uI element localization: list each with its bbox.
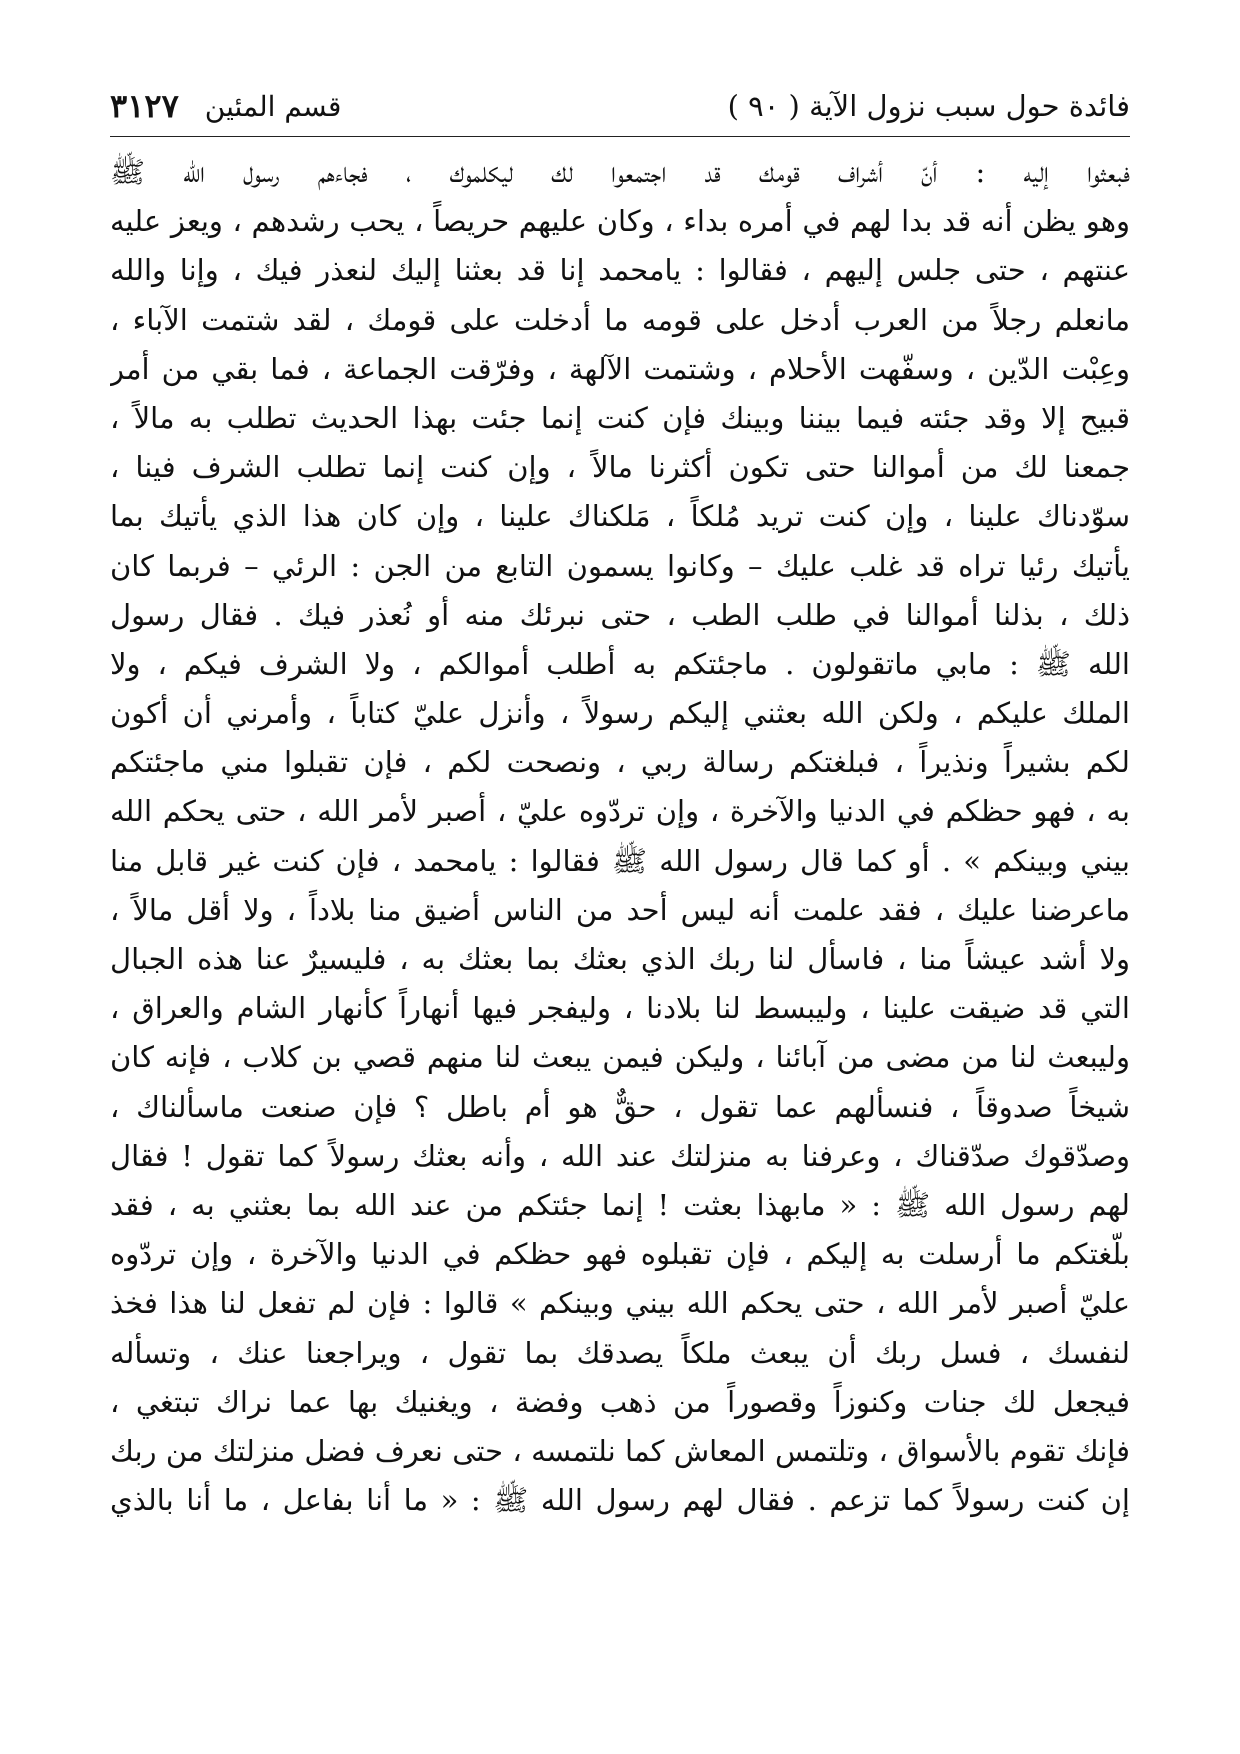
text-line: شيخاً صدوقاً ، فنسألهم عما تقول ، حقٌّ هو أم باطل ؟ فإن صنعت ماسألناك ، [110, 1089, 1130, 1124]
text-line: الله ﷺ : مابي ماتقولون . ماجئتكم به أطلب أموالكم ، ولا الشرف فيكم ، ولا [110, 646, 1130, 681]
header-left-group [110, 87, 341, 125]
text-line: لنفسك ، فسل ربك أن يبعث ملكاً يصدقك بما تقول ، ويراجعنا عنك ، وتسأله [110, 1335, 1130, 1370]
text-line: وهو يظن أنه قد بدا لهم في أمره بداء ، وكان عليهم حريصاً ، يحب رشدهم ، ويعز عليه [110, 204, 1130, 239]
body-text [110, 148, 1130, 1574]
text-line: بيني وبينكم » . أو كما قال رسول الله ﷺ فقالوا : يامحمد ، فإن كنت غير قابل منا [110, 843, 1130, 878]
text-line: الملك عليكم ، ولكن الله بعثني إليكم رسولاً ، وأنزل عليّ كتاباً ، وأمرني أن أكون [110, 696, 1130, 731]
text-line: عليّ أصبر لأمر الله ، حتى يحكم الله بيني وبينكم » قالوا : فإن لم تفعل لنا هذا فخذ [110, 1286, 1130, 1321]
text-line: فبعثوا إليه : أنّ أشراف قومك قد اجتمعوا لك ليكلموك ، فجاءهم رسول الله ﷺ [110, 155, 1130, 189]
text-line: التي قد ضيقت علينا ، وليبسط لنا بلادنا ، وليفجر فيها أنهاراً كأنهار الشام والعراق ، [110, 991, 1130, 1026]
text-line: إن كنت رسولاً كما تزعم . فقال لهم رسول الله ﷺ : « ما أنا بفاعل ، ما أنا بالذي [110, 1483, 1130, 1518]
text-line: فيجعل لك جنات وكنوزاً وقصوراً من ذهب وفضة ، ويغنيك بها عما نراك تبتغي ، [110, 1384, 1130, 1419]
text-line: وصدّقوك صدّقناك ، وعرفنا به منزلتك عند الله ، وأنه بعثك رسولاً كما تقول ! فقال [110, 1138, 1130, 1173]
text-line: فإنك تقوم بالأسواق ، وتلتمس المعاش كما نلتمسه ، حتى نعرف فضل منزلتك من ربك [110, 1433, 1130, 1468]
text-line: لهم رسول الله ﷺ : « مابهذا بعثت ! إنما جئتكم من عند الله بما بعثني به ، فقد [110, 1187, 1130, 1222]
text-line: مانعلم رجلاً من العرب أدخل على قومه ما أدخلت على قومك ، لقد شتمت الآباء ، [110, 302, 1130, 337]
text-line: به ، فهو حظكم في الدنيا والآخرة ، وإن تردّوه عليّ ، أصبر لأمر الله ، حتى يحكم الله [110, 794, 1130, 829]
page-header [110, 84, 1130, 128]
text-line: لكم بشيراً ونذيراً ، فبلغتكم رسالة ربي ، ونصحت لكم ، فإن تقبلوا مني ماجئتكم [110, 745, 1130, 780]
page-number: ٣١٢٧ [110, 87, 179, 125]
header-rule [110, 136, 1130, 137]
text-line: جمعنا لك من أموالنا حتى تكون أكثرنا مالاً ، وإن كنت إنما تطلب الشرف فينا ، [110, 450, 1130, 485]
text-line: بلّغتكم ما أرسلت به إليكم ، فإن تقبلوه فهو حظكم في الدنيا والآخرة ، وإن تردّوه [110, 1237, 1130, 1272]
text-line: ولا أشد عيشاً منا ، فاسأل لنا ربك الذي بعثك بما بعثك به ، فليسيرٌ عنا هذه الجبال [110, 942, 1130, 976]
text-line: ذلك ، بذلنا أموالنا في طلب الطب ، حتى نبرئك منه أو نُعذر فيك . فقال رسول [110, 597, 1130, 632]
running-title: فائدة حول سبب نزول الآية ( ٩٠ ) [727, 89, 1130, 123]
section-title: قسم المئين [204, 89, 342, 123]
text-line: سوّدناك علينا ، وإن كنت تريد مُلكاً ، مَلكناك علينا ، وإن كان هذا الذي يأتيك بما [110, 499, 1130, 534]
text-line: وعِبْت الدّين ، وسفّهت الأحلام ، وشتمت الآلهة ، وفرّقت الجماعة ، فما بقي من أمر [110, 351, 1130, 386]
text-line [110, 1525, 1130, 1574]
text-line: ماعرضنا عليك ، فقد علمت أنه ليس أحد من الناس أضيق منا بلاداً ، ولا أقل مالاً ، [110, 892, 1130, 927]
text-line: وليبعث لنا من مضى من آبائنا ، وليكن فيمن يبعث لنا منهم قصي بن كلاب ، فإنه كان [110, 1040, 1130, 1075]
text-line: عنتهم ، حتى جلس إليهم ، فقالوا : يامحمد إنا قد بعثنا إليك لنعذر فيك ، وإنا والله [110, 253, 1130, 288]
text-line: قبيح إلا وقد جئته فيما بيننا وبينك فإن كنت إنما جئت بهذا الحديث تطلب به مالاً ، [110, 400, 1130, 435]
text-line: يأتيك رئيا تراه قد غلب عليك – وكانوا يسمون التابع من الجن : الرئي – فربما كان [110, 548, 1130, 583]
